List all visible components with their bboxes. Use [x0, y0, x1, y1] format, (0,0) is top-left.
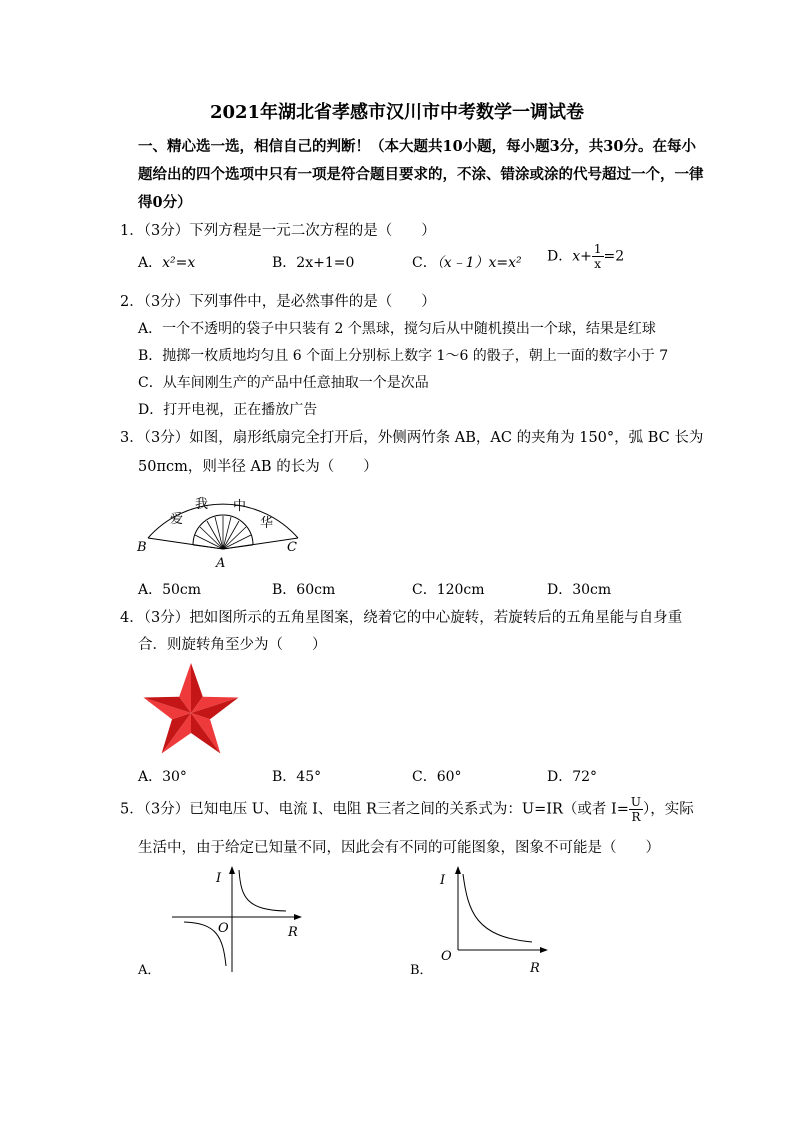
q1-stem: 1．（3分）下列方程是一元二次方程的是（ ） [120, 223, 436, 239]
fan-char-2: 我 [195, 497, 209, 512]
graph-b-label-r: R [530, 961, 540, 976]
q5-stem-line2: 生活中，由于给定已知量不同，因此会有不同的可能图象，图象不可能是（ ） [138, 840, 660, 856]
q3-option-c: C．120cm [412, 582, 485, 598]
q1-option-d: D．x+ $\frac{1}{x}$ =2 [547, 242, 625, 271]
section-header-line1: 一、精心选一选，相信自己的判断！（本大题共10小题，每小题3分，共30分。在每小 [138, 138, 696, 155]
q3-option-b: B．60cm [272, 582, 336, 598]
q3-option-d: D．30cm [547, 582, 612, 598]
fan-char-4: 华 [260, 516, 274, 531]
q1-option-a: A．x²=x [138, 255, 196, 271]
graph-a-label-i: I [216, 871, 222, 886]
fan-label-c: C [287, 540, 297, 555]
fan-char-3: 中 [233, 499, 247, 514]
q4-stem-line2: 合．则旋转角至少为（ ） [138, 637, 327, 653]
q2-option-d: D．打开电视，正在播放广告 [138, 402, 318, 418]
fan-diagram [135, 483, 315, 573]
q3-stem-line1: 3．（3分）如图，扇形纸扇完全打开后，外侧两竹条 AB，AC 的夹角为 150°，弧 BC 长为 [120, 430, 704, 446]
q4-option-a: A．30° [138, 769, 187, 785]
fan-label-a: A [216, 556, 226, 571]
q3-stem-line2: 50πcm，则半径 AB 的长为（ ） [138, 459, 378, 475]
q4-option-c: C．60° [412, 769, 462, 785]
page-title: 2021年湖北省孝感市汉川市中考数学一调试卷 [209, 102, 585, 123]
section-header-line2: 题给出的四个选项中只有一项是符合题目要求的，不涂、错涂或涂的代号超过一个，一律 [138, 166, 704, 183]
q2-option-b: B．抛掷一枚质地均匀且 6 个面上分别标上数字 1～6 的骰子，朝上一面的数字小于 7 [138, 348, 669, 364]
graph-a [136, 862, 316, 980]
q3-option-a: A．50cm [138, 582, 202, 598]
graph-a-option-label: A． [138, 963, 161, 978]
q1-option-b: B．2x+1=0 [272, 255, 355, 271]
graph-b-label-i: I [440, 873, 446, 888]
section-header-line3: 得0分） [138, 194, 192, 211]
graph-a-label-o: O [218, 921, 229, 936]
fan-label-b: B [137, 540, 147, 555]
graph-a-label-r: R [288, 925, 298, 940]
q4-stem-line1: 4．（3分）把如图所示的五角星图案，绕着它的中心旋转，若旋转后的五角星能与自身重 [120, 610, 683, 626]
fan-char-1: 爱 [170, 512, 184, 527]
q2-stem: 2．（3分）下列事件中，是必然事件的是（ ） [120, 294, 436, 310]
q4-option-d: D．72° [547, 769, 598, 785]
graph-b-option-label: B． [410, 963, 433, 978]
q4-option-b: B．45° [272, 769, 322, 785]
star-figure [140, 660, 242, 758]
graph-b [408, 862, 568, 980]
q1-option-c: C．（x﹣1）x=x² [412, 255, 522, 271]
q2-option-a: A．一个不透明的袋子中只装有 2 个黑球，搅匀后从中随机摸出一个球，结果是红球 [138, 321, 656, 337]
q2-option-c: C．从车间刚生产的产品中任意抽取一个是次品 [138, 375, 429, 391]
graph-b-label-o: O [441, 949, 452, 964]
q5-stem-line1: 5．（3分）已知电压 U、电流 I、电阻 R三者之间的关系式为：U=IR（或者 I= $\frac{U}{R}$ ），实际 [120, 795, 694, 824]
